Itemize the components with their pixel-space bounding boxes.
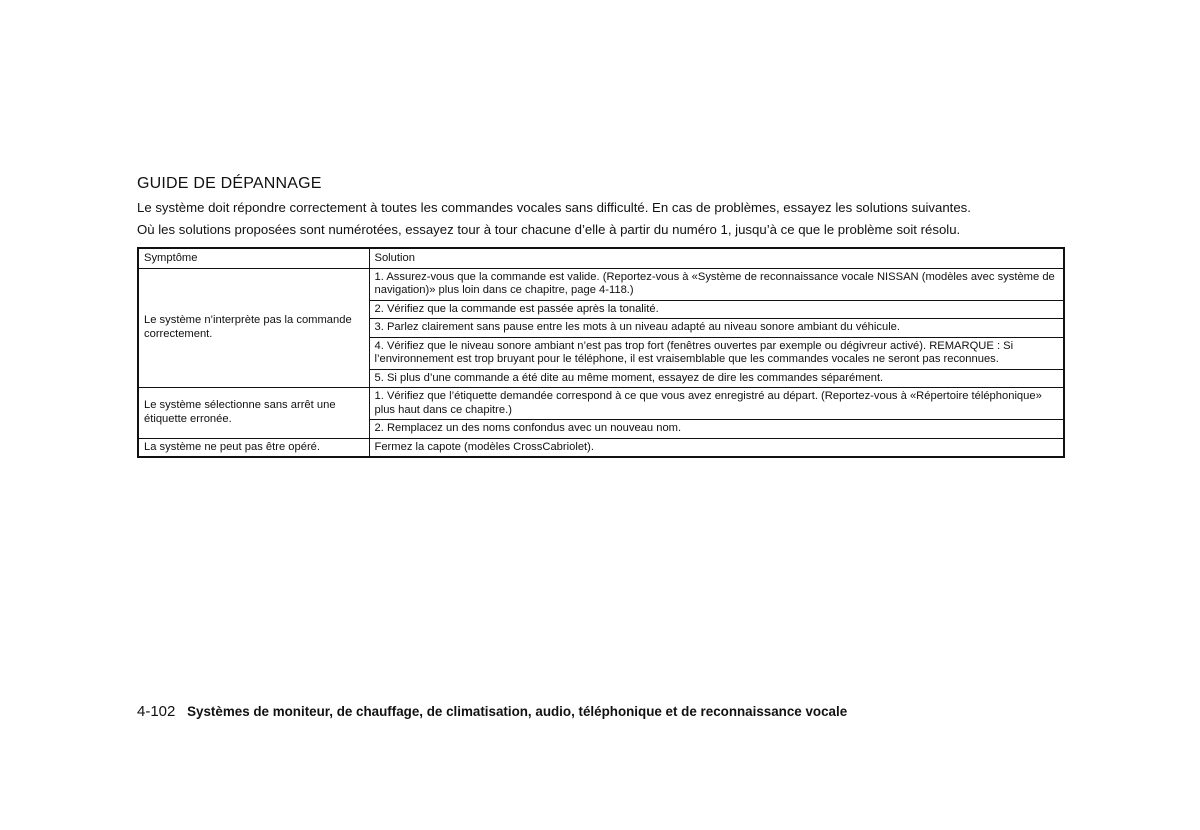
header-solution: Solution bbox=[369, 248, 1064, 268]
page-footer bbox=[137, 703, 847, 720]
table-row bbox=[138, 438, 1064, 457]
header-symptom: Symptôme bbox=[138, 248, 369, 268]
solution-cell: 2. Vérifiez que la commande est passée après la tonalité. bbox=[369, 300, 1064, 319]
table-row bbox=[138, 388, 1064, 420]
table-header-row bbox=[138, 248, 1064, 268]
symptom-cell: La système ne peut pas être opéré. bbox=[138, 438, 369, 457]
solution-cell: 1. Assurez-vous que la commande est valide. (Reportez-vous à «Système de reconnaissance vocale NISSAN (modèles avec système de navigation)» plus loin dans ce chapitre, page 4-118.) bbox=[369, 268, 1064, 300]
page-content bbox=[137, 175, 1063, 458]
solution-cell: 3. Parlez clairement sans pause entre les mots à un niveau adapté au niveau sonore ambiant du véhicule. bbox=[369, 319, 1064, 338]
solution-cell: 4. Vérifiez que le niveau sonore ambiant n’est pas trop fort (fenêtres ouvertes par exemple ou dégivreur activé). REMARQUE : Si l’environnement est trop bruyant pour le téléphone, il est vraisemblable que les commandes vocales ne seront pas reconnues. bbox=[369, 337, 1064, 369]
solution-cell: 2. Remplacez un des noms confondus avec un nouveau nom. bbox=[369, 420, 1064, 439]
section-title: GUIDE DE DÉPANNAGE bbox=[137, 175, 322, 192]
solution-cell: Fermez la capote (modèles CrossCabriolet). bbox=[369, 438, 1064, 457]
intro-paragraph-1: Le système doit répondre correctement à toutes les commandes vocales sans difficulté. En cas de problèmes, essayez les solutions suivantes. bbox=[137, 200, 971, 215]
symptom-cell: Le système sélectionne sans arrêt une étiquette erronée. bbox=[138, 388, 369, 439]
solution-cell: 5. Si plus d’une commande a été dite au même moment, essayez de dire les commandes séparément. bbox=[369, 369, 1064, 388]
troubleshooting-table bbox=[137, 247, 1065, 458]
page-number: 4-102 bbox=[137, 703, 176, 720]
solution-cell: 1. Vérifiez que l’étiquette demandée correspond à ce que vous avez enregistré au départ. (Reportez-vous à «Répertoire téléphonique» plus haut dans ce chapitre.) bbox=[369, 388, 1064, 420]
symptom-cell: Le système n’interprète pas la commande correctement. bbox=[138, 268, 369, 388]
intro-paragraph-2: Où les solutions proposées sont numérotées, essayez tour à tour chacune d’elle à partir du numéro 1, jusqu’à ce que le problème soit résolu. bbox=[137, 222, 961, 237]
chapter-title: Systèmes de moniteur, de chauffage, de climatisation, audio, téléphonique et de reconnaissance vocale bbox=[187, 704, 848, 719]
table-row bbox=[138, 268, 1064, 300]
